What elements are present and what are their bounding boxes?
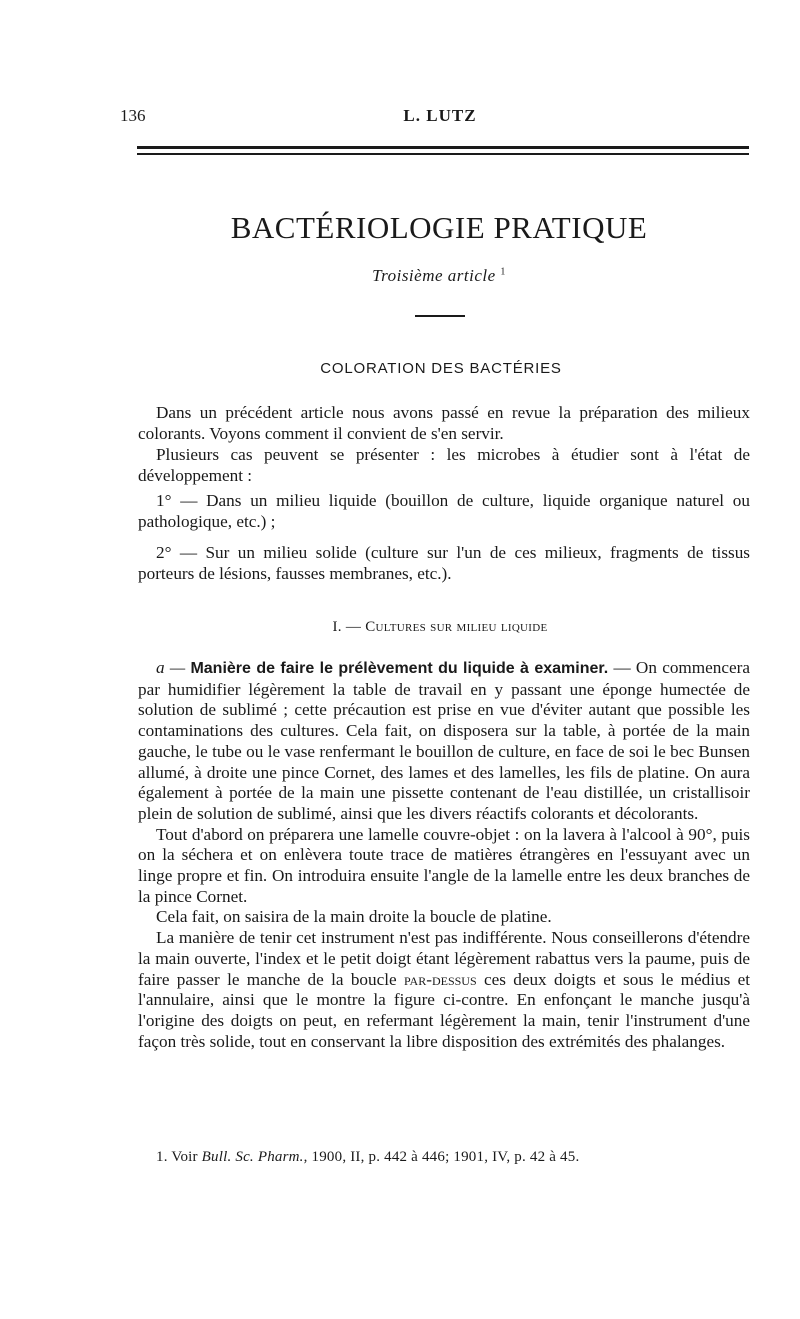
page-number: 136 xyxy=(120,106,146,125)
footnote-journal: Bull. Sc. Pharm. xyxy=(201,1149,304,1165)
footnote-text-start: Voir xyxy=(171,1149,198,1165)
paragraph-4-start: La manière de tenir cet instrument n'est pas indifférente. Nous conseillerons d'étendre la main ouverte, l'index et le petit doigt étant légèrement rabattus vers la paume, puis de faire passer le manche de la boucle xyxy=(138,928,750,989)
intro-paragraph-1: Dans un précédent article nous avons passé en revue la préparation des milieux colorants. Voyons comment il convient de s'en servir. xyxy=(138,403,750,443)
running-head: L. LUTZ xyxy=(403,106,477,125)
section-one-paragraph-2: Tout d'abord on préparera une lamelle couvre-objet : on la lavera à l'alcool à 90°, puis on la séchera et on enlèvera toute trace de matières étrangères en l'essuyant avec un linge propre et fin. On introduira ensuite l'angle de la lamelle entre les deux branches de la pince Cornet. xyxy=(138,824,750,906)
footnote-text-end: , 1900, II, p. 442 à 446; 1901, IV, p. 42 à 45. xyxy=(303,1149,580,1165)
subtitle-footnote-marker: 1 xyxy=(500,266,506,278)
paragraph-1-rest: — On commencera par humidifier légèrement la table de travail en y passant une éponge humectée de solution de sublimé ; cette précaution est prise en vue d'éviter autant que possible les contaminations des cultures. Cela fait, on disposera sur la table, à portée de la main gauche, le tube ou le vase renfermant le bouillon de culture, en face de soi le bec Bunsen allumé, à droite une pince Cornet, des lames et des lamelles, les fils de platine. On aura également à portée de la main une pissette contenant de l'eau distillée, un cristallisoir plein de solution de sublimé, ainsi que les divers réactifs colorants et décolorants. xyxy=(138,658,751,823)
paragraph-4-end: ces deux doigts et sous le médius et l'annulaire, ainsi que le montre la figure ci-contre. En enfonçant le manche jusqu'à l'origine des doigts on peut, en refermant légèrement la main, tenir l'instrument d'une façon très solide, tout en conservant la libre disposition des extrémités des phalanges. xyxy=(138,969,751,1051)
lead-bold-heading: Manière de faire le prélèvement du liquide à examiner. xyxy=(190,660,609,677)
footnote-marker: 1. xyxy=(156,1149,168,1165)
intro-item-2: 2° — Sur un milieu solide (culture sur l'un de ces milieux, fragments de tissus porteurs de lésions, fausses membranes, etc.). xyxy=(138,543,750,583)
intro-item-2-block xyxy=(138,542,750,584)
section-one-numeral: I. — xyxy=(332,619,362,635)
intro-item-1: 1° — Dans un milieu liquide (bouillon de culture, liquide organique naturel ou pathologique, etc.) ; xyxy=(138,491,750,531)
title-divider xyxy=(415,315,465,317)
section-heading: COLORATION DES BACTÉRIES xyxy=(320,360,562,377)
section-one-paragraph-4 xyxy=(138,928,750,1052)
section-one-paragraph-1 xyxy=(138,658,750,825)
header-rule-thin xyxy=(137,153,749,155)
section-one-title: Cultures sur milieu liquide xyxy=(365,619,548,635)
paragraph-4-smallcaps: par-dessus xyxy=(403,969,477,989)
subtitle-text: Troisième article xyxy=(372,266,496,285)
intro-paragraph-2: Plusieurs cas peuvent se présenter : les microbes à étudier sont à l'état de développement : xyxy=(138,445,750,485)
lead-letter: a — xyxy=(156,658,186,677)
intro-block xyxy=(138,402,750,486)
footnote xyxy=(156,1149,579,1166)
section-one-heading xyxy=(0,619,800,636)
header-rule-thick xyxy=(137,146,749,149)
section-one-paragraph-3: Cela fait, on saisira de la main droite la boucle de platine. xyxy=(156,907,552,927)
article-subtitle xyxy=(0,266,800,286)
intro-item-1-block xyxy=(138,490,750,532)
section-one-body xyxy=(138,658,750,1052)
article-title: BACTÉRIOLOGIE PRATIQUE xyxy=(230,210,648,245)
